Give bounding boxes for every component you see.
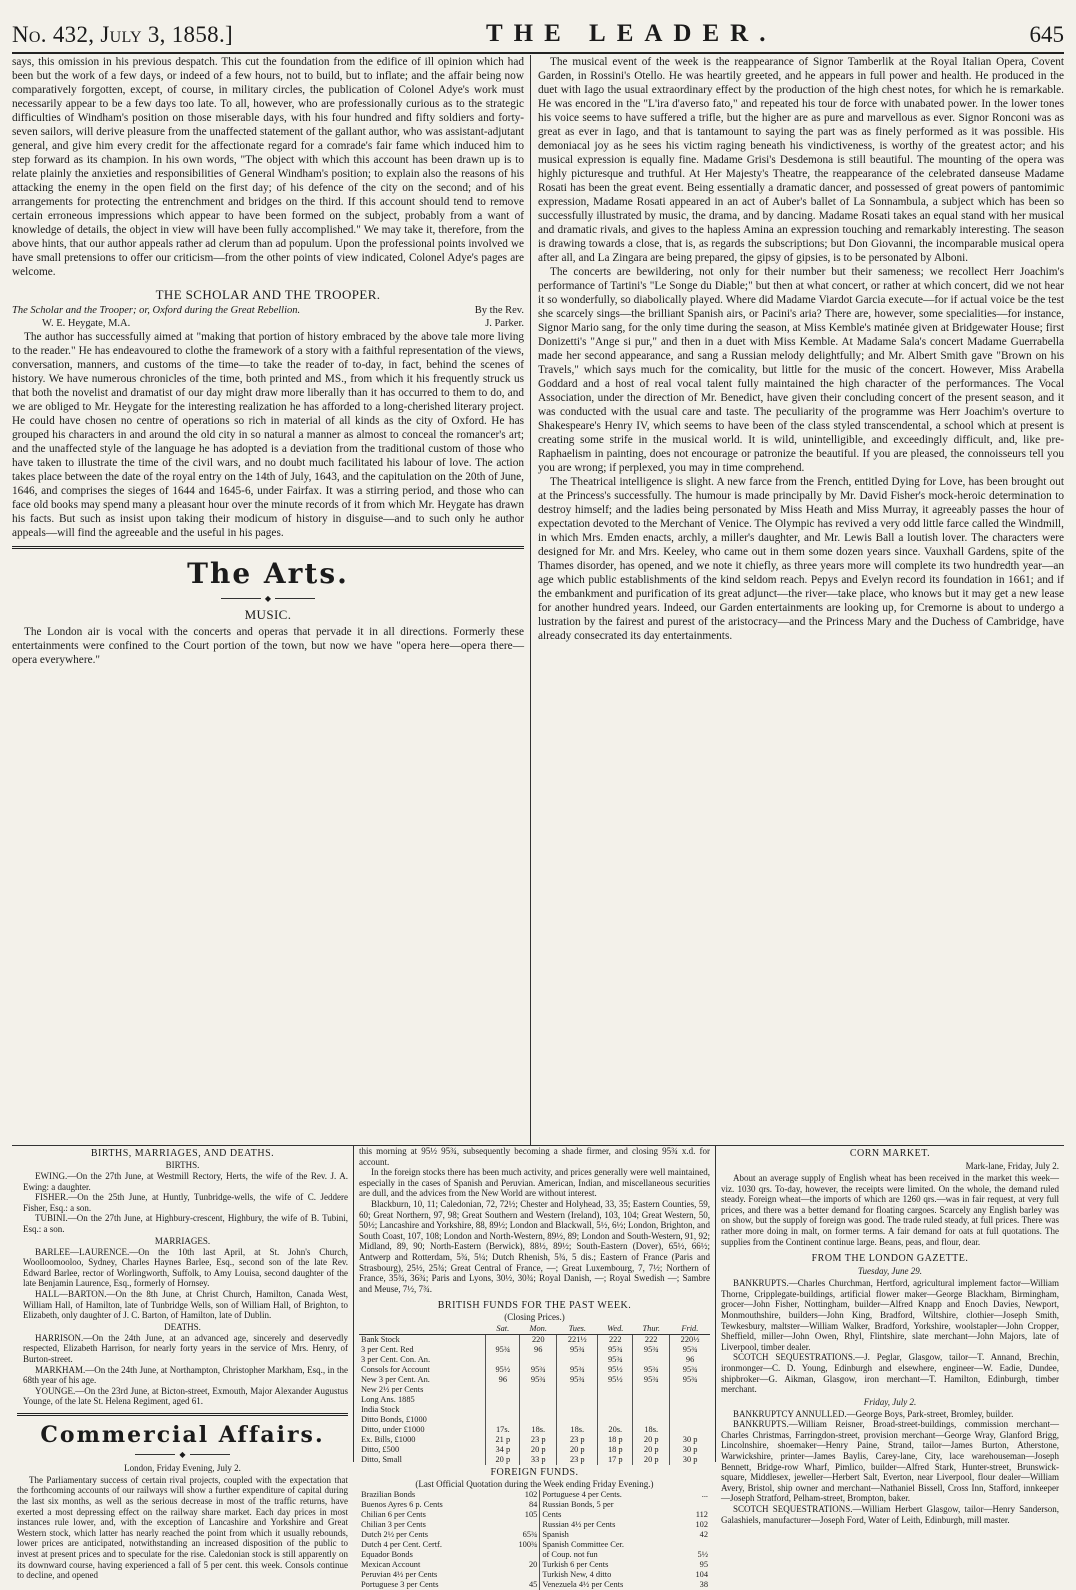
foreign-fund-name: Venezuela 4½ per Cents [542,1580,624,1590]
fund-price: 33 p [520,1455,557,1465]
issue-number: No. 432, July 3, 1858.] [12,22,233,47]
fund-price: 96 [520,1345,557,1355]
foreign-fund-name: Portuguese 4 per Cents. [542,1490,622,1500]
foreign-fund-name: Spanish [542,1530,569,1540]
fund-price [670,1405,710,1415]
bankruptcy-annulled: BANKRUPTCY ANNULLED.—George Boys, Park-street, Bromley, builder. [733,1408,1014,1419]
fund-price [598,1405,633,1415]
british-funds-row [359,1445,710,1455]
foreign-fund-price: 42 [699,1530,708,1540]
scholar-publisher: J. Parker. [485,317,524,329]
fund-price [633,1385,670,1395]
fund-price: 20 p [633,1455,670,1465]
fund-price: 95¾ [670,1345,710,1355]
fund-price [633,1355,670,1365]
foreign-funds-title: FOREIGN FUNDS. [490,1467,579,1479]
corn-market-paragraph: About an average supply of English wheat has been received in the market this week—viz. 1030 qrs. To-day, however, the receipts were limited. On the whole, the demand ruled steady. Foreign wheat—the imports of which are 1260 qrs.—was in fair request, at very full prices, and there was a better demand for floating cargoes. Scarcely any English barley was on show, but the supply of foreign was good. The trade ruled steady, at full prices. There was rather more doing in malt, on former terms. A fair demand for oats at full quotations. The supplies from the Continent continue large. Beans, peas, and flour, dear. [721,1173,1059,1247]
adye-review-paragraph: says, this omission in his previous despatch. This cut the foundation from the edifice of ill opinion which had been but the work of a few days, or indeed of a few hours, not to build, but to inflate; and the affair being now comparatively forgotten, except, of course, in military circles, the publication of Colonel Adye's work must necessarily appear to be a few days too late. To all, however, who are professionally curious as to the strategic difficulties of Windham's position on those miserable days, with his four hundred and fifty soldiers and forty-seven sailors, will derive pleasure from the unaffected statement of the gallant author, who was assistant-adjutant general, and give him every credit for the affectionate regard for a comrade's fair fame which induced him to step forward as its champion. In his own words, "The object with which this account has been drawn up is to relate plainly the anxieties and responsibilities of General Windham's position; to explain also the reasons of his attacking the enemy in the open field on the first day; of his defence of the city on the second; and of his arrangements for protecting the entrenchment and bridges on the third. If this account should tend to remove certain erroneous impressions which appear to have been formed on the subject, probably from a want of knowledge of details, the object in view will have been fully accomplished." We may take it, therefore, from the above hints, that our author appeals rather ad clerum than ad populum. Upon the professional points involved we have small pretensions to offer our criticism—from the other points of view indicated, Colonel Adye's pages are welcome. [12,56,524,278]
british-funds-row [359,1435,710,1445]
british-funds-header-cell [359,1324,486,1335]
page-number: 645 [1029,22,1064,47]
railway-prices-paragraph: Blackburn, 10, 11; Caledonian, 72, 72½; Chester and Holyhead, 33, 35; Eastern Counties, 59, 60; Great Northern, 97, 98; Great Southern and Western (Ireland), 103, 104; Great Western, 50, 50½; Lancashire and Yorkshire, 88, 89½; London and Blackwall, 5½, 6½; London, Brighton, and South Coast, 107, 108; London and North-Western, 89½, 89; London and South-Western, 91, 92; Midland, 89, 90; North-Eastern (Berwick), 88½, 89½; South-Eastern (Dover), 65½, 66½; Antwerp and Rotterdam, 5¾, 5¼; Dutch Rhenish, 5¾, 5 dis.; Eastern of France (Paris and Strasbourg), 25½, 25¾; Great Central of France, —; Great Luxembourg, 7, 7½; Northern of France, 35¾, 36¾; Paris and Lyons, 30½, 30¾; Royal Danish, —; Royal Swedish —; Sambre and Meuse, 7½, 7¾. [359,1198,710,1294]
bankrupts-friday: BANKRUPTS.—William Reisner, Broad-street-buildings, commission merchant—Charles Christmas, Farringdon-street, provision merchant—George Wray, Glanford Brigg, Lincolnshire, shoemaker—Henry Paine, Strand, tailor—James Burton, Atherstone, Warwickshire, printer—James Baylis, Carey-lane, City, lace warehouseman—Joseph Bennett, Bridge-row Wharf, Pimlico, builder—Alfred Stark, Hunter-street, Brunswick-square, Middlesex, jeweller—Herbert Salt, Everton, near Liverpool, flour dealer—William Avery, Bristol, ship owner and merchant—Nathaniel Bissell, Cross Inn, Stafford, innkeeper—Joseph Stratford, Pelham-street, Brompton, baker. [721,1419,1059,1504]
music-paragraph-2: The concerts are bewildering, not only for their number but their sameness; we recollect Herr Joachim's performance of Tartini's "Le Songe du Diable;" but then at what concert, or rather at which concert, did we not hear it so wonderfully, so diabolically played. Where did Madame Viardot Garcia execute—for if actual voice be the test she scarcely sings—the brilliant Spanish airs, or Pacini's aria? There are, however, some specialities—for instance, Signor Mario sang, for the only time during the season, at Miss Kemble's matinée given at Bridgewater House; first Donizetti's "Ange si pur," and then in a duet with Miss Kemble. At Madame Sala's concert Madame Guerrabella made her second appearance, and sang a Russian melody delightfully; and Mr. Albert Smith gave "Brown on his Travels," which says much for the comicality, but little for the music of the concert. However, Miss Arabella Goddard and a host of real vocal talent fully maintained the high character of the performances. The Vocal Association, under the direction of Mr. Benedict, have given their concluding concert of the present season, and it was conducted with the usual care and taste. The peculiarity of the programme was Herr Joachim's overture to Shakespeare's Henry IV, which seems to have been of the class styled transcendental, a school which at present is creating some strife in the musical world. It is wild, unintelligible, and exceedingly difficult, and, like pre-Raphaelism in painting, does not encourage or patronize the beautiful. If you are pleased, the connoisseurs tell you you are wrong; if perplexed, you may in time comprehend. [538,266,1064,474]
foreign-fund-name: Equador Bonds [361,1550,413,1560]
fund-price: 95½ [598,1375,633,1385]
fund-price: 95½ [598,1365,633,1375]
foreign-fund-name: of Coup. not fun [542,1550,598,1560]
fund-price [598,1385,633,1395]
fund-price [670,1425,710,1435]
fund-price: 21 p [486,1435,520,1445]
commercial-paragraph: The Parliamentary success of certain rival projects, coupled with the expectation that the forthcoming accounts of our railways will show a further expenditure of capital during the last six months, as well as the serious decrease in most of the traffic returns, have exerted a most depressing effect on the railway share market. Each day prices in most instances rule lower, and, with the exception of Lancashire and Yorkshire and Great Western stock, which latter has nearly reached the point from which it usually rebounds, lower prices are anticipated, notwithstanding an increased disposition of the public to invest at present prices and to speculate for the rise. Caledonian stock is still apparently on its downward course, having experienced a fall of 5 per cent. this week. Consols continue to decline, and opened [17,1474,348,1581]
foreign-fund-name: Russian Bonds, 5 per [542,1500,614,1510]
fund-price [486,1405,520,1415]
foreign-fund-name: Turkish 6 per Cents [542,1560,609,1570]
fund-price: 222 [633,1335,670,1346]
fund-price: 95¾ [670,1365,710,1375]
foreign-fund-name: Cents [542,1510,562,1520]
fund-price [486,1395,520,1405]
gazette-date-tuesday: Tuesday, June 29. [858,1266,922,1277]
fund-name: 3 per Cent. Con. An. [361,1355,431,1365]
fund-name: Ditto Bonds, £1000 [361,1415,427,1425]
foreign-fund-name: Turkish New, 4 ditto [542,1570,612,1580]
foreign-fund-price: 102 [501,1490,540,1500]
section-divider [12,546,524,549]
foreign-fund-name: Spanish Committee Cer. [542,1540,624,1550]
fund-price [520,1385,557,1395]
deaths-label: DEATHS. [164,1321,201,1332]
foreign-funds-row [359,1530,710,1540]
british-funds-body [359,1335,710,1466]
fund-price [670,1415,710,1425]
theatre-paragraph: The Theatrical intelligence is slight. A new farce from the French, entitled Dying for Love, has been brought out at the Princess's successfully. The humour is made principally by Mr. David Fisher's mock-heroic determination to destroy himself; and the ladies being personated by Miss Heath and Miss Murray, it agreeably passes the hour of expectation devoted to the Merchant of Venice. The Olympic has revived a very odd little farce called the Windmill, in which Mrs. Emden enacts, archly, a miller's daughter, and Mr. Lewis Ball a loutish lover. The characters were designed for Mr. and Mrs. Keeley, who came out in them some dozen years since. Vauxhall Gardens, spite of the Thames disorder, has opened, and we note it chiefly, as three years more will complete its two hundredth year—an age which public establishments of the kind seldom reach. Pepys and Evelyn record its foundation in 1661; and if the embankment and purification of its great adjunct—the river—take place, who knows but it may get a new lease for another hundred years. Indeed, our Garden entertainments are looking up, for Cremorne is about to undergo a lustration by the fairest and purest of the aristocracy—and the Princess Mary and the Duchess of Cambridge, have already consecrated its day entertainments. [538,476,1064,642]
fund-price: 95¾ [633,1345,670,1355]
funds-paragraph-2: In the foreign stocks there has been much activity, and prices generally were well maintained, especially in the cases of Spanish and Peruvian. American, Indian, and miscellaneous securities are dull, and the advices from the New World are without interest. [359,1167,710,1199]
british-funds-row [359,1375,710,1385]
british-funds-row [359,1415,710,1425]
death-entry: MARKHAM.—On the 24th June, at Northampton, Christopher Markham, Esq., in the 68th year of his age. [23,1364,348,1386]
fund-price: 23 p [557,1455,598,1465]
fund-name: Consols for Account [361,1365,430,1375]
fund-price [486,1355,520,1365]
fund-name: Bank Stock [361,1335,400,1345]
fund-price [486,1415,520,1425]
fund-price: 95¾ [598,1345,633,1355]
fund-price: 20 p [557,1445,598,1455]
foreign-funds-row [359,1540,710,1550]
foreign-fund-price: 104 [695,1570,708,1580]
fund-name: Ditto, Small [361,1455,402,1465]
death-entry: YOUNGE.—On the 23rd June, at Bicton-street, Exmouth, Major Alexander Augustus Younge, of the late St. Helena Regiment, aged 61. [23,1385,348,1407]
masthead-rule [12,52,1064,54]
commercial-heading: Commercial Affairs. [40,1421,325,1448]
fund-price: 30 p [670,1455,710,1465]
foreign-fund-name: Chilian 6 per Cents [361,1510,426,1520]
british-funds-sub: (Closing Prices.) [504,1312,565,1323]
foreign-fund-price: 20 [501,1560,540,1570]
fund-price: 17 p [598,1455,633,1465]
fund-price: 95¾ [633,1375,670,1385]
scholar-book-title: The Scholar and the Trooper; or, Oxford during the Great Rebellion. [12,305,301,316]
birth-entry: FISHER.—On the 25th June, at Huntly, Tunbridge-wells, the wife of C. Jeddere Fisher, Esq.: a son. [23,1192,348,1213]
death-entry: HARRISON.—On the 24th June, at an advanced age, sincerely and deservedly respected, Elizabeth Harrison, for nearly forty years in the service of Mrs. Henry, of Burton-street. [23,1332,348,1364]
foreign-fund-price: 84 [501,1500,540,1510]
bankrupts-tuesday: BANKRUPTS.—Charles Churchman, Hertford, agricultural implement factor—William Thorne, Cripplegate-buildings, artificial flower maker—George Blackham, Birmingham, grocer—John Fisher, Nottingham, builder—Alfred Knapp and Enoch Davies, Newport, Monmouthshire, builders—John King, Bradford, Wiltshire, clothier—Joseph Smith, Tewkesbury, maltster—William Walker, Bradford, Yorkshire, woolstapler—John Cropper, Sheffield, miller—John Owen, Rhyl, Flintshire, slate merchant—John Majors, late of Liverpool, timber dealer. [721,1278,1059,1352]
fund-price: 221½ [557,1335,598,1346]
fund-price [557,1395,598,1405]
funds-column [353,1146,715,1590]
fund-price: 17s. [486,1425,520,1435]
fund-price: 95¾ [557,1345,598,1355]
scotch-sequestrations-friday: SCOTCH SEQUESTRATIONS.—William Herbert Glasgow, tailor—Henry Sanderson, Galashiels, manufacturer—Joseph Ford, Water of Leith, Edinburgh, mill master. [721,1504,1059,1525]
foreign-funds-row [359,1550,710,1560]
foreign-fund-name: Mexican Account [361,1560,421,1570]
fund-price [598,1395,633,1405]
ornament-line [190,1454,230,1455]
fund-price: 95½ [486,1365,520,1375]
british-funds-row [359,1385,710,1395]
fund-price: 20s. [598,1425,633,1435]
corn-gazette-column [715,1146,1064,1525]
fund-price: 95¾ [520,1375,557,1385]
scholar-by: By the Rev. [474,305,524,316]
left-column [12,55,530,1145]
foreign-fund-price [501,1520,540,1530]
births-column [12,1146,353,1581]
fund-price: 20 p [633,1445,670,1455]
british-funds-row [359,1355,710,1365]
foreign-fund-name: Dutch 4 per Cent. Certf. [361,1540,442,1550]
british-funds-header-row [359,1324,710,1335]
fund-price: 95¾ [520,1365,557,1375]
foreign-fund-price: 95 [699,1560,708,1570]
birth-entry: EWING.—On the 27th June, at Westmill Rectory, Herts, the wife of the Rev. J. A. Ewing: a daughter. [23,1171,348,1192]
fund-price: 220 [520,1335,557,1346]
ornament-line [221,598,261,599]
fund-price: 96 [670,1355,710,1365]
fund-price: 34 p [486,1445,520,1455]
arts-heading: The Arts. [187,557,349,590]
fund-price [520,1395,557,1405]
births-label: BIRTHS. [165,1160,200,1170]
foreign-funds-row [359,1580,710,1590]
section-divider [17,1413,348,1416]
fund-price [486,1335,520,1346]
british-funds-table [359,1324,710,1465]
fund-price: 18s. [557,1425,598,1435]
fund-name: New 3 per Cent. An. [361,1375,430,1385]
fund-price [520,1415,557,1425]
fund-price [633,1395,670,1405]
foreign-funds-row [359,1560,710,1570]
foreign-fund-price: 102 [695,1520,708,1530]
scholar-byline [12,305,524,318]
scholar-trooper-title: THE SCHOLAR AND THE TROOPER. [155,287,381,302]
fund-price [633,1415,670,1425]
fund-price: 95¾ [486,1345,520,1355]
foreign-funds-row [359,1520,710,1530]
ornament-line [135,1454,175,1455]
fund-price: 95¾ [598,1355,633,1365]
ornament-line [275,598,315,599]
foreign-funds-row [359,1500,710,1510]
scholar-author-line [12,318,524,331]
british-funds-header-cell: Frid. [670,1324,710,1335]
fund-price: 95¾ [670,1375,710,1385]
fund-price: 95¾ [557,1375,598,1385]
corn-market-title: CORN MARKET. [849,1148,931,1159]
foreign-fund-price: 112 [695,1510,708,1520]
fund-price [557,1415,598,1425]
marriage-entry: HALL—BARTON.—On the 8th June, at Christ Church, Hamilton, Canada West, William Hall, of Hamilton, late of Tunbridge Wells, son of William Hall, of Brighton, to Elizabeth, only daughter of J. C. Barton, of Hamilton, late of Dublin. [23,1288,348,1321]
fund-price: 18 p [598,1445,633,1455]
foreign-fund-price [683,1540,710,1550]
fund-price: 20 p [633,1435,670,1445]
fund-name: Long Ans. 1885 [361,1395,415,1405]
british-funds-header-cell: Thur. [633,1324,670,1335]
foreign-funds-table [359,1490,710,1590]
foreign-fund-name: Brazilian Bonds [361,1490,416,1500]
marriages-label: MARRIAGES. [154,1235,211,1246]
fund-name: Ex. Bills, £1000 [361,1435,416,1445]
fund-price [520,1355,557,1365]
funds-paragraph-1: this morning at 95½ 95¾, subsequently becoming a shade firmer, and closing 95¾ x.d. for account. [359,1146,710,1167]
fund-price [670,1395,710,1405]
bmd-title: BIRTHS, MARRIAGES, AND DEATHS. [90,1148,275,1159]
foreign-funds-row [359,1570,710,1580]
lower-section [12,1146,1064,1590]
foreign-fund-price [501,1570,540,1580]
foreign-funds-body [359,1490,710,1590]
foreign-fund-price: 100¾ [501,1540,540,1550]
british-funds-row [359,1335,710,1346]
fund-price: 220½ [670,1335,710,1346]
fund-name: New 2½ per Cents [361,1385,424,1395]
foreign-funds-sub: (Last Official Quotation during the Week ending Friday Evening.) [415,1479,654,1490]
foreign-funds-row [359,1510,710,1520]
fund-price [598,1415,633,1425]
top-section [12,55,1064,1146]
british-funds-header-cell: Wed. [598,1324,633,1335]
fund-price: 18s. [633,1425,670,1435]
british-funds-header-cell: Mon. [520,1324,557,1335]
british-funds-row [359,1345,710,1355]
fund-price [633,1405,670,1415]
fund-price: 20 p [520,1445,557,1455]
fund-price [557,1405,598,1415]
fund-name: India Stock [361,1405,400,1415]
foreign-fund-price: 45 [501,1580,540,1590]
corn-dateline: Mark-lane, Friday, July 2. [965,1161,1059,1171]
ornament-diamond-icon: ◆ [264,594,272,603]
arts-ornament [12,594,524,603]
fund-price [670,1385,710,1395]
fund-price: 95¾ [557,1365,598,1375]
fund-price: 30 p [670,1435,710,1445]
fund-name: Ditto, under £1000 [361,1425,425,1435]
commercial-ornament [17,1450,348,1459]
foreign-fund-price: 105 [501,1510,540,1520]
masthead [12,18,1064,48]
foreign-fund-price [683,1500,710,1510]
paper-title: THE LEADER. [485,20,777,47]
fund-price: 30 p [670,1445,710,1455]
fund-price [520,1405,557,1415]
british-funds-row [359,1365,710,1375]
gazette-title: FROM THE LONDON GAZETTE. [811,1253,969,1265]
british-funds-header-cell: Tues. [557,1324,598,1335]
fund-price [557,1355,598,1365]
fund-price: 20 p [486,1455,520,1465]
british-funds-row [359,1455,710,1465]
foreign-fund-name: Russian 4½ per Cents [542,1520,616,1530]
foreign-fund-price: ... [701,1490,708,1500]
fund-price: 18 p [598,1435,633,1445]
marriage-entry: BARLEE—LAURENCE.—On the 10th last April, at St. John's Church, Woolloomooloo, Sydney, Charles Haynes Barlee, Esq., second son of the late Rev. Edward Barlee, rector of Worlingworth, Suffolk, to Amy Louisa, second daughter of the late Benjamin Laurence, Esq., formerly of Hornsey. [23,1246,348,1289]
foreign-fund-price: 65¾ [501,1530,540,1540]
foreign-fund-name: Portuguese 3 per Cents [361,1580,439,1590]
commercial-dateline: London, Friday Evening, July 2. [124,1462,241,1473]
gazette-date-friday: Friday, July 2. [863,1396,917,1407]
british-funds-row [359,1425,710,1435]
fund-price: 23 p [557,1435,598,1445]
ornament-diamond-icon: ◆ [179,1449,186,1459]
foreign-fund-name: Buenos Ayres 6 p. Cents [361,1500,443,1510]
foreign-fund-price: 38 [699,1580,708,1590]
foreign-fund-name: Dutch 2½ per Cents [361,1530,428,1540]
foreign-fund-name: Peruvian 4½ per Cents [361,1570,438,1580]
fund-price: 222 [598,1335,633,1346]
fund-price: 23 p [520,1435,557,1445]
foreign-fund-name: Chilian 3 per Cents [361,1520,426,1530]
british-funds-header-cell: Sat. [486,1324,520,1335]
fund-name: Ditto, £500 [361,1445,400,1455]
scotch-sequestrations-tuesday: SCOTCH SEQUESTRATIONS.—J. Peglar, Glasgow, tailor—T. Annand, Brechin, ironmonger—C. D. Young, Edinburgh and elsewhere, engineer—W. Eadie, Dundee, shipbroker—G. Aikman, Glasgow, iron merchant—T. Hamilton, Edinburgh, timber merchant. [721,1352,1059,1395]
scholar-review-paragraph: The author has successfully aimed at "making that portion of history embraced by the above tale more living to the reader." He has endeavoured to clothe the framework of a story with a faithful representation of the views, conversation, manners, and customs of the time—to take the reader of to-day, in fact, behind the scenes of history. We have numerous chronicles of the time, both printed and MS., from which it his frequently struck us that both the novelist and dramatist of our day might draw more liberally than it has occurred to them to do, and we are obliged to Mr. Heygate for the interesting realization he has afforded to a long-cherished literary project. He could have chosen no centre of operations so rich in material of all kinds as the city of Oxford. He has grouped his characters in and around the old city in so natural a manner as almost to conceal the romancer's art; and the unaffected style of the language he has adopted is a deviation from the traditional custom of those who have taken to illustrate the time of the civil wars, and no doubt much facilitated his labour of love. The action takes place between the date of the royal entry on the 14th of July, 1643, and the capitulation on the 20th of June, 1646, and comprises the sieges of 1644 and 1645-6, under Fairfax. It was a stirring period, and those who can face old books may spend many a pleasant hour over the minute records of it from which Mr. Heygate has drawn his facts. But such as insist upon taking their modicum of history in disguise—and to such only he author appeals—will find the agreeable and the useful in his pages. [12,331,524,539]
fund-price: 96 [486,1375,520,1385]
british-funds-row [359,1405,710,1415]
fund-price: 95¾ [633,1365,670,1375]
right-column [530,55,1064,1145]
foreign-fund-price: 5½ [697,1550,708,1560]
british-funds-row [359,1395,710,1405]
foreign-fund-price [501,1550,540,1560]
foreign-funds-row [359,1490,710,1500]
scholar-author: W. E. Heygate, M.A. [42,317,131,329]
music-title: MUSIC. [244,607,292,622]
birth-entry: TUBINI.—On the 27th June, at Highbury-crescent, Highbury, the wife of B. Tubini, Esq.: a son. [23,1213,348,1234]
music-paragraph-1: The musical event of the week is the reappearance of Signor Tamberlik at the Royal Italian Opera, Covent Garden, in Rossini's Otello. He was heartily greeted, and he appears in full power and health. He produced in the duet with Iago the usual extraordinary effect by the production of the high chest notes, for which he is remarkable. He was encored in the "L'ira d'averso fato," and repeated his tour de force with unabated power. In the lower tones his voice seems to have suffered a trifle, but the higher are as pure and marvellous as ever. Signor Ronconi was as great as ever in Iago, and that is tantamount to saying the part was as finely performed as it was possible. His demoniacal joy as he sees his victim raging beneath his vindictiveness, is worthy of the greatest actor; and his musical expression is equally fine. Madame Grisi's Desdemona is still beautiful. The mounting of the opera was highly picturesque and truthful. At Her Majesty's Theatre, the reappearance of the celebrated danseuse Madame Rosati has been the great event. Being essentially a dramatic dancer, and possessed of great powers of pantomimic expression, Madame Rosati appeared in an act of Auber's ballet of La Sonnambula, a subject which has been so successfully illustrated by music, the drama, and by dancing. Madame Rosati takes an equal stand with her musical and dramatic rivals, and gives to the hapless Amina an expression touching and remarkably interesting. The season is drawing towards a close, that is, as regards the subscriptions; but Don Giovanni, the incomparable musical opera after all, and La Zingara are being prepared, the gipsy of gipsies, is to be personated by Alboni. [538,56,1064,264]
fund-price: 18s. [520,1425,557,1435]
music-intro-paragraph: The London air is vocal with the concerts and operas that pervade it in all directions. Formerly these entertainments were confined to the Court portion of the town, but now we have "opera here—opera there—opera everywhere." [12,626,524,666]
fund-price [557,1385,598,1395]
british-funds-title: BRITISH FUNDS FOR THE PAST WEEK. [437,1300,632,1312]
fund-name: 3 per Cent. Red [361,1345,414,1355]
fund-price [486,1385,520,1395]
